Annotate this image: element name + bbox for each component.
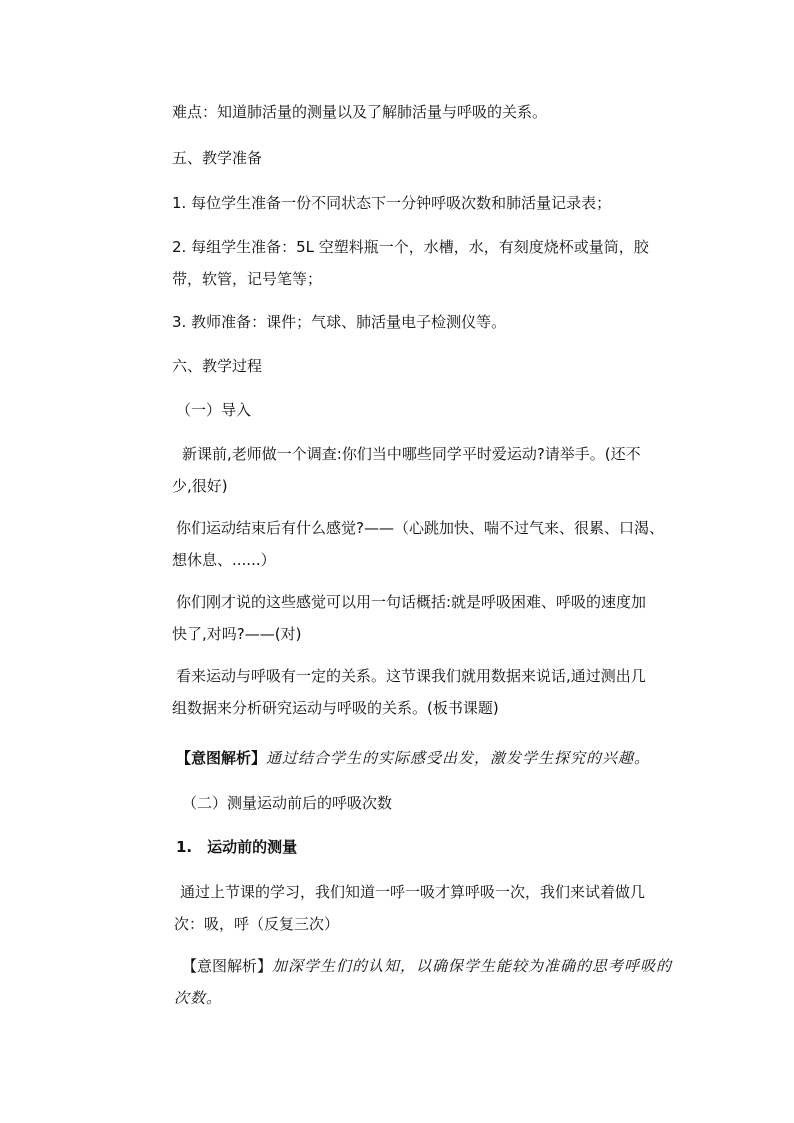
measure-line1: 通过上节课的学习，我们知道一呼一吸才算呼吸一次，我们来试着做几	[180, 883, 646, 901]
intent-note-2-line1-wrap	[172, 950, 682, 982]
feel-line1: 你们运动结束后有什么感觉?——（心跳加快、喘不过气来、很累、口渴、	[176, 519, 664, 537]
relation-line2: 组数据来分析研究运动与呼吸的关系。(板书课题)	[172, 699, 499, 717]
feel-paragraph	[172, 512, 682, 576]
intent-note-2-label: 【意图解析】	[182, 957, 273, 975]
intent-note-2-line1: 加深学生们的认知，以确保学生能较为准确的思考呼吸的	[272, 957, 673, 975]
measure-line2: 次：吸，呼（反复三次）	[174, 915, 340, 933]
summary-line1: 你们刚才说的这些感觉可以用一句话概括:就是呼吸困难、呼吸的速度加	[176, 593, 647, 611]
intent-note-2	[172, 950, 682, 1014]
intent-note-1-label: 【意图解析】	[176, 749, 267, 767]
sub2-title: （二）测量运动前后的呼吸次数	[182, 794, 393, 812]
intent-note-1-text: 通过结合学生的实际感受出发，激发学生探究的兴趣。	[266, 749, 651, 767]
intro-paragraph	[172, 438, 682, 502]
relation-line1: 看来运动与呼吸有一定的关系。这节课我们就用数据来说话,通过测出几	[176, 667, 646, 685]
prep-item-2	[172, 231, 682, 295]
sub1-title: （一）导入	[176, 401, 252, 419]
prep-item-2-line2: 带，软管，记号笔等；	[172, 270, 323, 288]
intent-note-1	[176, 742, 686, 774]
relation-paragraph	[172, 660, 682, 724]
prep-item-1: 1. 每位学生准备一份不同状态下一分钟呼吸次数和肺活量记录表；	[172, 194, 612, 212]
prep-item-2-line1: 2. 每组学生准备：5L 空塑料瓶一个，水槽，水，有刻度烧杯或量筒，胶	[172, 238, 649, 256]
measure-paragraph	[172, 876, 682, 940]
difficulty-line: 难点：知道肺活量的测量以及了解肺活量与呼吸的关系。	[172, 103, 548, 121]
summary-paragraph	[172, 586, 682, 650]
intent-note-2-line2: 次数。	[174, 989, 223, 1007]
item1-title: 1. 运动前的测量	[176, 838, 298, 856]
section5-title: 五、教学准备	[172, 149, 263, 167]
section6-title: 六、教学过程	[172, 357, 263, 375]
intro-line2: 少,很好)	[172, 477, 228, 495]
intro-line1: 新课前,老师做一个调查:你们当中哪些同学平时爱运动?请举手。(还不	[182, 445, 641, 463]
feel-line2: 想休息、......）	[172, 551, 276, 569]
summary-line2: 快了,对吗?——(对)	[172, 625, 302, 643]
prep-item-3: 3. 教师准备：课件；气球、肺活量电子检测仪等。	[172, 313, 507, 331]
